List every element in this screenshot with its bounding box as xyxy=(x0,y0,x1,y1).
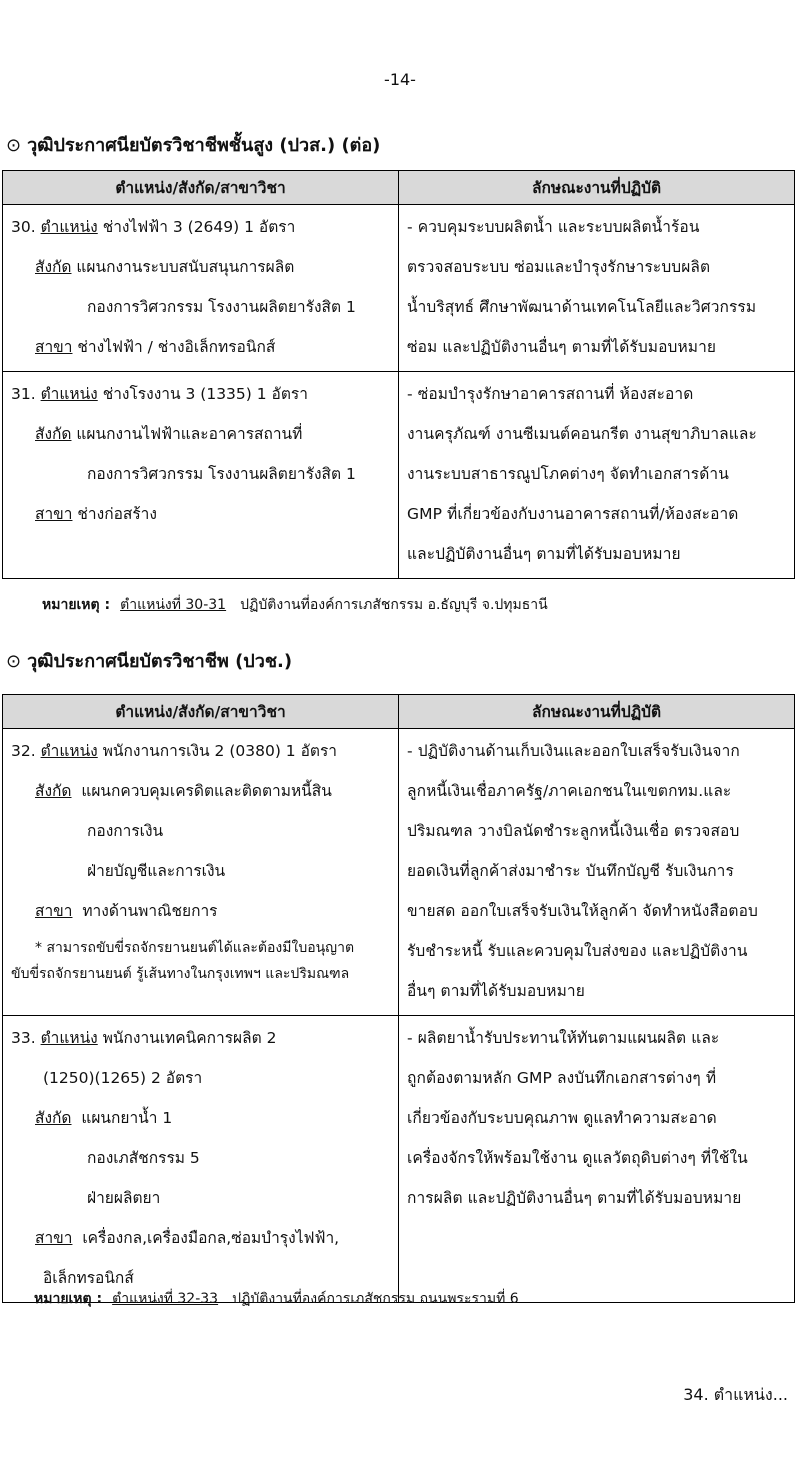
duty-line: GMP ที่เกี่ยวข้องกับงานอาคารสถานที่/ห้องสะอาด xyxy=(407,505,739,523)
position-title: พนักงานการเงิน 2 (0380) 1 อัตรา xyxy=(102,742,338,760)
affiliation-label: สังกัด xyxy=(35,425,72,443)
duty-line: งานครุภัณฑ์ งานซีเมนต์คอนกรีต งานสุขาภิบาลและ xyxy=(407,425,757,443)
section-title-text: วุฒิประกาศนียบัตรวิชาชีพชั้นสูง (ปวส.) (ต่อ) xyxy=(27,135,381,156)
field-label: สาขา xyxy=(35,505,73,523)
position-cell xyxy=(3,729,399,1016)
page-number: -14- xyxy=(384,70,416,89)
circled-dot-icon: ⊙ xyxy=(6,651,22,672)
duty-line: ซ่อม และปฏิบัติงานอื่นๆ ตามที่ได้รับมอบหมาย xyxy=(407,338,717,356)
duty-line: ปริมณฑล วางบิลนัดชำระลูกหนี้เงินเชื่อ ตรวจสอบ xyxy=(407,822,740,840)
duties-cell xyxy=(399,372,795,579)
field-value: ช่างไฟฟ้า / ช่างอิเล็กทรอนิกส์ xyxy=(77,338,276,356)
column-header-duties: ลักษณะงานที่ปฏิบัติ xyxy=(399,695,795,729)
position-title-cont: (1250)(1265) 2 อัตรา xyxy=(43,1069,203,1087)
circled-dot-icon: ⊙ xyxy=(6,135,22,156)
note-label: หมายเหตุ : xyxy=(42,597,111,613)
note-text: ปฏิบัติงานที่องค์การเภสัชกรรม อ.ธัญบุรี จ.ปทุมธานี xyxy=(240,597,548,613)
duty-line: น้ำบริสุทธ์ ศึกษาพัฒนาด้านเทคโนโลยีและวิศวกรรม xyxy=(407,298,757,316)
duty-line: ถูกต้องตามหลัก GMP ลงบันทึกเอกสารต่างๆ ที่ xyxy=(407,1069,717,1087)
duties-cell xyxy=(399,205,795,372)
remark-note xyxy=(42,594,548,616)
table-row xyxy=(3,729,795,1016)
note-label: หมายเหตุ : xyxy=(34,1291,103,1307)
field-label: สาขา xyxy=(35,902,73,920)
duties-cell xyxy=(399,1016,795,1303)
duty-line: ขายสด ออกใบเสร็จรับเงินให้ลูกค้า จัดทำหนังสือตอบ xyxy=(407,902,758,920)
duty-line: เกี่ยวข้องกับระบบคุณภาพ ดูแลทำความสะอาด xyxy=(407,1109,717,1127)
duty-line: และปฏิบัติงานอื่นๆ ตามที่ได้รับมอบหมาย xyxy=(407,545,681,563)
position-cell xyxy=(3,205,399,372)
affiliation-division: กองการเงิน xyxy=(87,822,164,840)
job-table-pvc xyxy=(2,694,795,1303)
duty-line: - ปฏิบัติงานด้านเก็บเงินและออกใบเสร็จรับเงินจาก xyxy=(407,742,740,760)
duty-line: เครื่องจักรให้พร้อมใช้งาน ดูแลวัตถุดิบต่างๆ ที่ใช้ใน xyxy=(407,1149,748,1167)
note-text: ปฏิบัติงานที่องค์การเภสัชกรรม ถนนพระรามที่ 6 xyxy=(232,1291,519,1307)
duty-line: - ซ่อมบำรุงรักษาอาคารสถานที่ ห้องสะอาด xyxy=(407,385,694,403)
duty-line: ลูกหนี้เงินเชื่อภาครัฐ/ภาคเอกชนในเขตกทม.และ xyxy=(407,782,732,800)
duty-line: ยอดเงินที่ลูกค้าส่งมาชำระ บันทึกบัญชี รับเงินการ xyxy=(407,862,734,880)
affiliation-dept: แผนกควบคุมเครดิตและติดตามหนี้สิน xyxy=(81,782,332,800)
column-header-position: ตำแหน่ง/สังกัด/สาขาวิชา xyxy=(3,695,399,729)
duty-line: งานระบบสาธารณูปโภคต่างๆ จัดทำเอกสารด้าน xyxy=(407,465,729,483)
affiliation-dept: แผนกยาน้ำ 1 xyxy=(81,1109,173,1127)
remark-note xyxy=(34,1288,519,1310)
position-title: ช่างไฟฟ้า 3 (2649) 1 อัตรา xyxy=(102,218,296,236)
duty-line: - ควบคุมระบบผลิตน้ำ และระบบผลิตน้ำร้อน xyxy=(407,218,700,236)
position-label: ตำแหน่ง xyxy=(40,385,98,403)
position-cell xyxy=(3,1016,399,1303)
duties-cell xyxy=(399,729,795,1016)
row-number: 30. xyxy=(11,218,36,236)
field-label: สาขา xyxy=(35,1229,73,1247)
affiliation-dept: แผนกงานระบบสนับสนุนการผลิต xyxy=(76,258,295,276)
table-row xyxy=(3,1016,795,1303)
position-title: ช่างโรงงาน 3 (1335) 1 อัตรา xyxy=(102,385,308,403)
field-value: ช่างก่อสร้าง xyxy=(77,505,157,523)
note-reference: ตำแหน่งที่ 32-33 xyxy=(112,1291,219,1307)
row-number: 31. xyxy=(11,385,36,403)
duty-line: การผลิต และปฏิบัติงานอื่นๆ ตามที่ได้รับมอบหมาย xyxy=(407,1189,742,1207)
affiliation-division: กองเภสัชกรรม 5 xyxy=(87,1149,200,1167)
duty-line: รับชำระหนี้ รับและควบคุมใบส่งของ และปฏิบัติงาน xyxy=(407,942,748,960)
row-number: 32. xyxy=(11,742,36,760)
field-value-cont: อิเล็กทรอนิกส์ xyxy=(43,1269,134,1287)
affiliation-division: กองการวิศวกรรม โรงงานผลิตยารังสิต 1 xyxy=(87,298,356,316)
section-title-text: วุฒิประกาศนียบัตรวิชาชีพ (ปวช.) xyxy=(27,651,293,672)
continuation-text: 34. ตำแหน่ง... xyxy=(683,1385,788,1404)
position-cell xyxy=(3,372,399,579)
field-value: เครื่องกล,เครื่องมือกล,ซ่อมบำรุงไฟฟ้า, xyxy=(82,1229,340,1247)
duty-line: ตรวจสอบระบบ ซ่อมและบำรุงรักษาระบบผลิต xyxy=(407,258,711,276)
remark-line: * สามารถขับขี่รถจักรยานยนต์ได้และต้องมีใบอนุญาต xyxy=(35,940,355,956)
section-title-pvc xyxy=(6,646,292,675)
affiliation-department: ฝ่ายผลิตยา xyxy=(87,1189,161,1207)
position-title: พนักงานเทคนิคการผลิต 2 xyxy=(102,1029,277,1047)
section-title-pvs xyxy=(6,130,380,159)
duty-line: อื่นๆ ตามที่ได้รับมอบหมาย xyxy=(407,982,585,1000)
field-label: สาขา xyxy=(35,338,73,356)
column-header-position: ตำแหน่ง/สังกัด/สาขาวิชา xyxy=(3,171,399,205)
position-label: ตำแหน่ง xyxy=(40,742,98,760)
row-number: 33. xyxy=(11,1029,36,1047)
affiliation-label: สังกัด xyxy=(35,782,72,800)
field-value: ทางด้านพาณิชยการ xyxy=(82,902,218,920)
remark-line: ขับขี่รถจักรยานยนต์ รู้เส้นทางในกรุงเทพฯ และปริมณฑล xyxy=(11,966,350,982)
duty-line: - ผลิตยาน้ำรับประทานให้ทันตามแผนผลิต และ xyxy=(407,1029,720,1047)
position-label: ตำแหน่ง xyxy=(40,218,98,236)
table-row xyxy=(3,372,795,579)
affiliation-division: กองการวิศวกรรม โรงงานผลิตยารังสิต 1 xyxy=(87,465,356,483)
column-header-duties: ลักษณะงานที่ปฏิบัติ xyxy=(399,171,795,205)
table-row xyxy=(3,205,795,372)
affiliation-label: สังกัด xyxy=(35,258,72,276)
position-label: ตำแหน่ง xyxy=(40,1029,98,1047)
affiliation-department: ฝ่ายบัญชีและการเงิน xyxy=(87,862,226,880)
affiliation-dept: แผนกงานไฟฟ้าและอาคารสถานที่ xyxy=(76,425,303,443)
job-table-pvs xyxy=(2,170,795,579)
note-reference: ตำแหน่งที่ 30-31 xyxy=(120,597,227,613)
affiliation-label: สังกัด xyxy=(35,1109,72,1127)
